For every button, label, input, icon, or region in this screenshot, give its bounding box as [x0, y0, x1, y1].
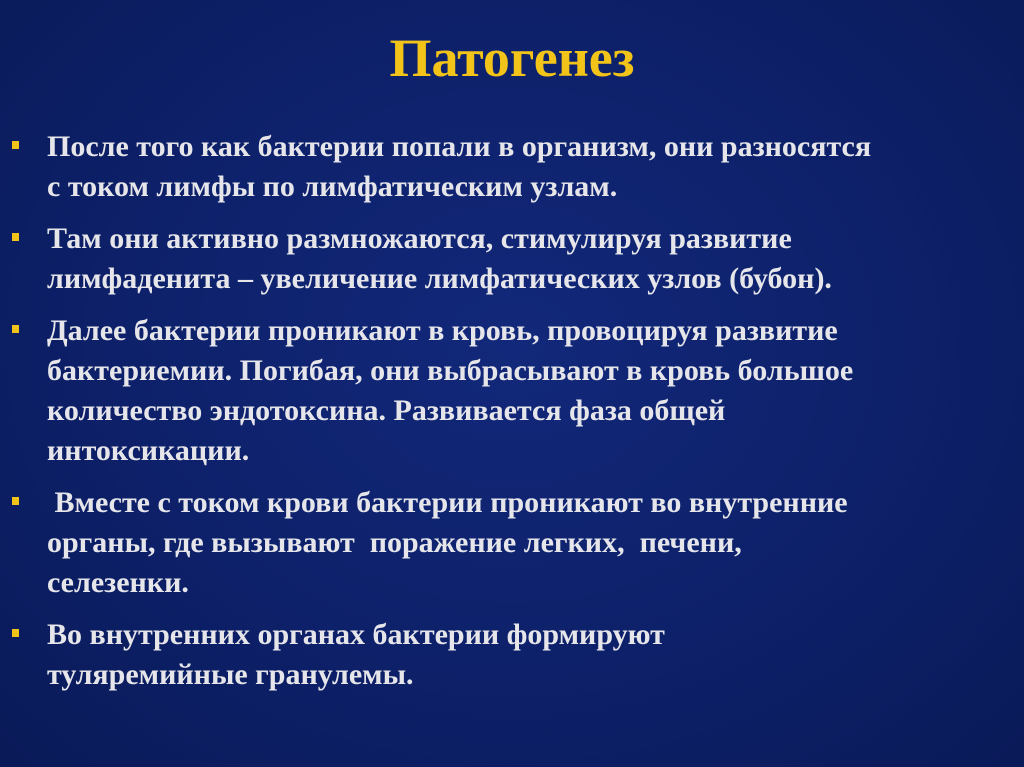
bullet-text-line: количество эндотоксина. Развивается фаза общей	[47, 394, 726, 427]
bullet-text-line: с током лимфы по лимфатическим узлам.	[47, 170, 618, 203]
bullet-text-line: Во внутренних органах бактерии формируют	[47, 618, 665, 651]
square-bullet-icon	[12, 497, 19, 505]
square-bullet-icon	[12, 141, 19, 149]
bullet-text-line: лимфаденита – увеличение лимфатических узлов (бубон).	[47, 262, 832, 295]
bullet-text-line: органы, где вызывают поражение легких, печени,	[47, 526, 742, 559]
slide-title: Патогенез	[389, 28, 635, 88]
bullet-text-line: интоксикации.	[47, 434, 250, 467]
bullet-text-line: Там они активно размножаются, стимулируя развитие	[47, 222, 792, 255]
bullet-text-line: туляремийные гранулемы.	[47, 658, 414, 691]
square-bullet-icon	[12, 233, 19, 241]
bullet-item	[0, 219, 1024, 299]
bullet-item	[0, 483, 1024, 603]
bullet-text-line: После того как бактерии попали в организм, они разносятся	[47, 130, 872, 163]
bullet-item	[0, 127, 1024, 207]
bullet-item	[0, 311, 1024, 471]
square-bullet-icon	[12, 325, 19, 333]
bullet-text-line: Вместе с током крови бактерии проникают во внутренние	[47, 486, 848, 519]
bullet-item	[0, 615, 1024, 695]
bullet-text-line: Далее бактерии проникают в кровь, провоцируя развитие	[47, 314, 838, 347]
bullet-text-line: селезенки.	[47, 566, 189, 599]
bullet-list	[0, 127, 1024, 707]
square-bullet-icon	[12, 629, 19, 637]
bullet-text-line: бактериемии. Погибая, они выбрасывают в кровь большое	[47, 354, 854, 387]
